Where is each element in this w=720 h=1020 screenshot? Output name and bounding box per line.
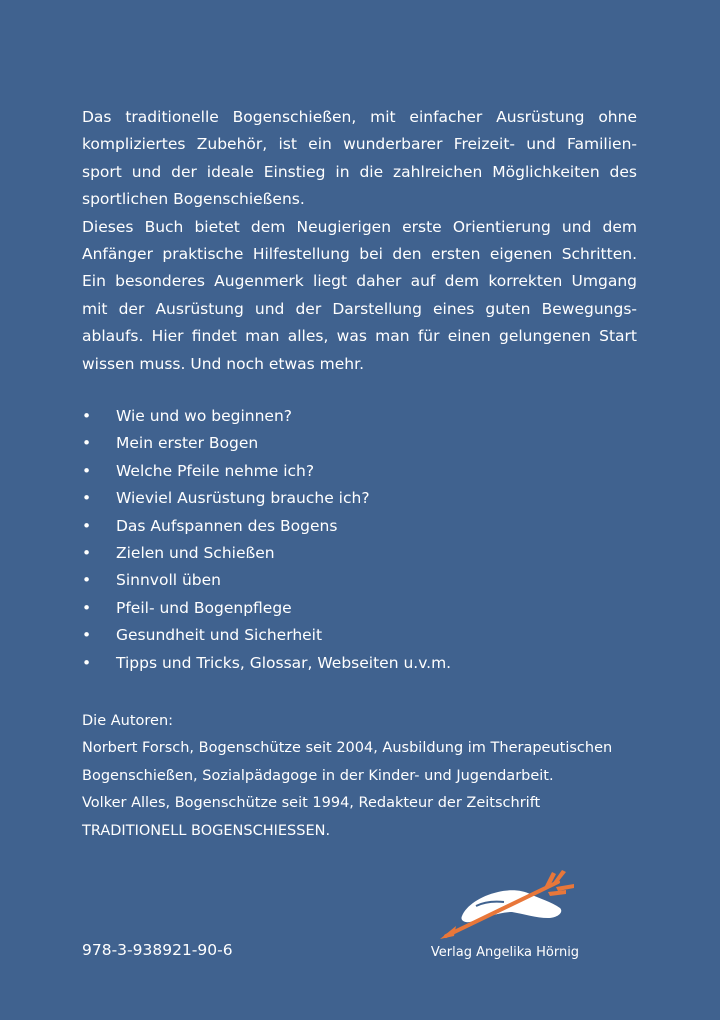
author-line: Volker Alles, Bogenschütze seit 1994, Redakteur der Zeitschrift [82,795,541,812]
authors-section [82,708,642,845]
list-item-label: Gesundheit und Sicherheit [116,626,323,645]
bullet-icon: • [82,407,92,425]
bullet-icon: • [82,434,92,453]
list-item [82,485,637,512]
list-item [82,622,637,649]
description-line: Dieses Buch bietet dem Neugierigen erste Orientierung und dem [82,217,637,236]
isbn-number: 978-3-938921-90-6 [82,941,233,959]
authors-heading: Die Autoren: [82,713,174,729]
list-item [82,540,637,567]
arrow-head [440,926,456,939]
description-line: Das traditionelle Bogenschießen, mit einfacher Ausrüstung ohne [82,108,637,126]
list-item-label: Welche Pfeile nehme ich? [116,461,315,480]
description-paragraph-2 [82,214,637,378]
publisher-name: Verlag Angelika Hörnig [430,945,580,960]
author-line: TRADITIONELL BOGENSCHIESSEN. [82,822,331,839]
book-description [82,104,637,378]
list-item [82,430,637,457]
bullet-icon: • [82,461,92,480]
bullet-icon: • [82,489,92,508]
description-line: sport und der ideale Einstieg in die zahlreichen Möglichkeiten des [82,162,637,181]
bullet-icon: • [82,598,92,617]
author-line: Bogenschießen, Sozialpädagoge in der Kinder- und Jugendarbeit. [82,767,554,784]
list-item-label: Sinnvoll üben [116,571,222,590]
description-line: ablaufs. Hier findet man alles, was man für einen gelungenen Start [82,327,637,346]
description-paragraph-1 [82,104,637,214]
list-item-label: Wieviel Ausrüstung brauche ich? [116,489,370,508]
description-line: mit der Ausrüstung und der Darstellung eines guten Bewegungs- [82,299,637,318]
bullet-icon: • [82,626,92,645]
list-item-label: Tipps und Tricks, Glossar, Webseiten u.v.m. [116,653,452,672]
author-line: Norbert Forsch, Bogenschütze seit 2004, Ausbildung im Therapeutischen [82,740,613,757]
list-item [82,403,637,430]
list-item-label: Pfeil- und Bogenpflege [116,598,292,617]
feature-list [82,403,637,677]
list-item [82,650,637,677]
bullet-icon: • [82,571,92,590]
list-item [82,458,637,485]
list-item-label: Wie und wo beginnen? [116,407,293,425]
list-item [82,595,637,622]
hand-arrow-logo-icon [440,868,580,940]
list-item [82,567,637,594]
list-item [82,513,637,540]
arrow-fletching [548,890,566,896]
arrow-fletching [556,884,574,891]
description-line: Anfänger praktische Hilfestellung bei den ersten eigenen Schritten. [82,245,637,264]
publisher-logo [420,868,590,968]
description-line: Ein besonderes Augenmerk liegt daher auf dem korrekten Umgang [82,272,637,291]
bullet-icon: • [82,543,92,562]
description-line: wissen muss. Und noch etwas mehr. [82,354,364,373]
description-line: sportlichen Bogenschießens. [82,190,305,209]
bullet-icon: • [82,653,92,672]
bullet-icon: • [82,516,92,535]
list-item-label: Zielen und Schießen [116,543,275,562]
list-item-label: Mein erster Bogen [116,434,259,453]
list-item-label: Das Aufspannen des Bogens [116,516,338,535]
description-line: kompliziertes Zubehör, ist ein wunderbarer Freizeit- und Familien- [82,135,637,154]
